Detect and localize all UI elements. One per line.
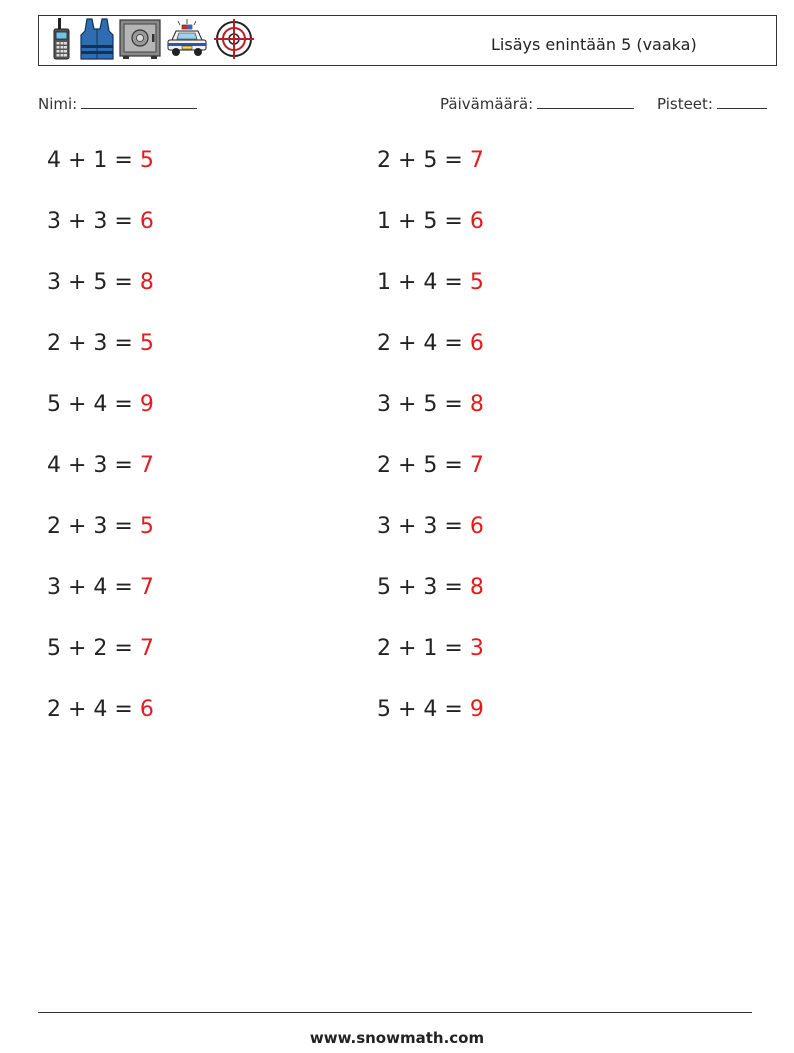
problem-item xyxy=(47,636,154,661)
problem-answer: 5 xyxy=(469,270,484,295)
problem-question: 2 + 5 = xyxy=(377,453,463,478)
problem-question: 5 + 4 = xyxy=(47,392,133,417)
problem-question: 2 + 3 = xyxy=(47,331,133,356)
problem-item xyxy=(47,331,154,356)
problem-answer: 7 xyxy=(469,148,484,173)
problem-question: 5 + 2 = xyxy=(47,636,133,661)
date-field[interactable] xyxy=(440,94,634,113)
problem-answer: 9 xyxy=(469,697,484,722)
worksheet-header xyxy=(38,15,777,66)
problem-item xyxy=(377,636,484,661)
problem-question: 3 + 5 = xyxy=(47,270,133,295)
date-label: Päivämäärä: xyxy=(440,95,534,113)
problem-answer: 6 xyxy=(469,209,484,234)
problem-question: 5 + 3 = xyxy=(377,575,463,600)
problem-question: 3 + 3 = xyxy=(377,514,463,539)
problem-answer: 7 xyxy=(139,575,154,600)
problem-item xyxy=(377,331,484,356)
worksheet-title: Lisäys enintään 5 (vaaka) xyxy=(491,35,697,54)
bulletproof-vest-icon xyxy=(79,17,115,65)
problem-item xyxy=(47,270,154,295)
problem-question: 3 + 5 = xyxy=(377,392,463,417)
score-blank[interactable] xyxy=(717,94,767,109)
problem-answer: 9 xyxy=(139,392,154,417)
problem-question: 1 + 5 = xyxy=(377,209,463,234)
problem-answer: 6 xyxy=(139,697,154,722)
problem-question: 5 + 4 = xyxy=(377,697,463,722)
problem-item xyxy=(47,392,154,417)
problem-question: 4 + 3 = xyxy=(47,453,133,478)
problem-question: 3 + 3 = xyxy=(47,209,133,234)
problem-question: 2 + 4 = xyxy=(47,697,133,722)
problem-answer: 6 xyxy=(469,331,484,356)
problem-question: 1 + 4 = xyxy=(377,270,463,295)
name-label: Nimi: xyxy=(38,95,78,113)
problem-answer: 6 xyxy=(469,514,484,539)
problem-answer: 7 xyxy=(469,453,484,478)
problem-item xyxy=(377,697,484,722)
problem-item xyxy=(377,453,484,478)
walkie-talkie-icon xyxy=(49,17,75,65)
problem-item xyxy=(377,514,484,539)
problem-answer: 8 xyxy=(469,392,484,417)
problem-item xyxy=(47,575,154,600)
problem-question: 2 + 5 = xyxy=(377,148,463,173)
problem-answer: 5 xyxy=(139,514,154,539)
problem-item xyxy=(47,514,154,539)
score-label: Pisteet: xyxy=(657,95,713,113)
problem-answer: 6 xyxy=(139,209,154,234)
problem-question: 2 + 4 = xyxy=(377,331,463,356)
footer-divider xyxy=(38,1012,752,1013)
problem-item xyxy=(377,392,484,417)
problem-question: 4 + 1 = xyxy=(47,148,133,173)
header-icons xyxy=(49,18,255,64)
problem-question: 2 + 3 = xyxy=(47,514,133,539)
problem-item xyxy=(377,148,484,173)
problem-item xyxy=(47,453,154,478)
problem-item xyxy=(47,209,154,234)
problem-answer: 8 xyxy=(469,575,484,600)
problem-item xyxy=(47,697,154,722)
score-field[interactable] xyxy=(657,94,767,113)
problem-item xyxy=(47,148,154,173)
problem-answer: 5 xyxy=(139,148,154,173)
problem-answer: 8 xyxy=(139,270,154,295)
problem-question: 2 + 1 = xyxy=(377,636,463,661)
police-car-icon xyxy=(165,19,209,63)
name-blank[interactable] xyxy=(81,94,197,109)
problem-answer: 5 xyxy=(139,331,154,356)
problem-item xyxy=(377,575,484,600)
name-field[interactable] xyxy=(38,94,197,113)
safe-icon xyxy=(119,18,161,64)
problem-item xyxy=(377,270,484,295)
crosshair-icon xyxy=(213,18,255,64)
problem-answer: 7 xyxy=(139,636,154,661)
problem-answer: 3 xyxy=(469,636,484,661)
footer-url: www.snowmath.com xyxy=(309,1029,485,1047)
problem-question: 3 + 4 = xyxy=(47,575,133,600)
problem-item xyxy=(377,209,484,234)
date-blank[interactable] xyxy=(537,94,634,109)
problem-answer: 7 xyxy=(139,453,154,478)
